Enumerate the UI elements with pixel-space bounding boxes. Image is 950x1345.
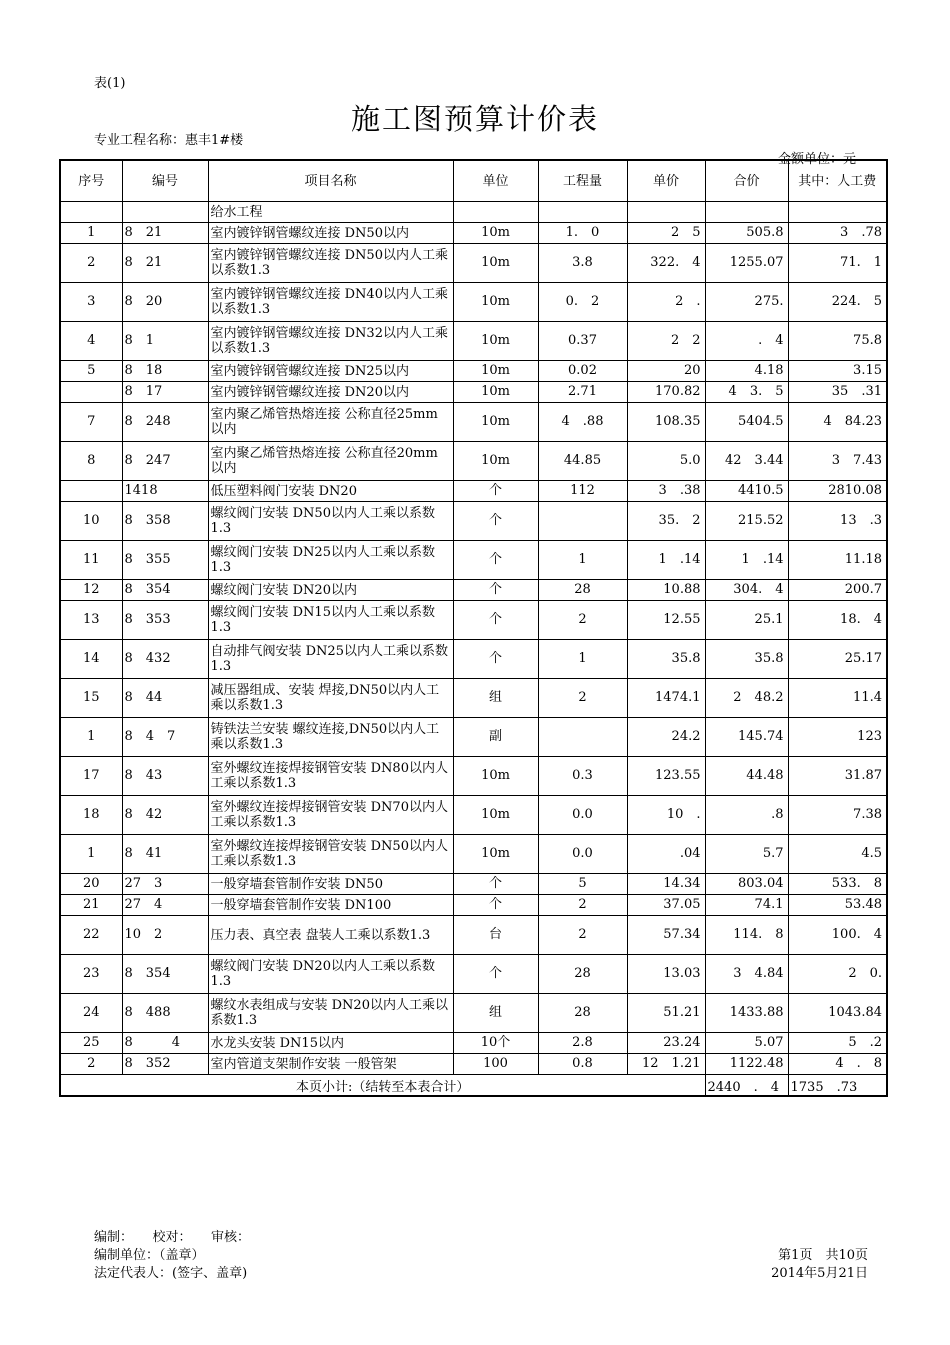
- row-name: 螺纹阀门安装 DN15以内人工乘以系数1.3: [208, 601, 453, 640]
- row-price: 170.82: [627, 382, 705, 403]
- row-total: 5404.5: [705, 403, 788, 442]
- col-header-labor: 其中：人工费: [788, 160, 887, 202]
- row-code: 8 18: [122, 361, 208, 382]
- row-total: 505.8: [705, 223, 788, 244]
- table-row: [60, 718, 887, 757]
- row-code: 8 1: [122, 322, 208, 361]
- row-no: 11: [60, 541, 122, 580]
- row-unit: 10m: [453, 244, 538, 283]
- row-no: 13: [60, 601, 122, 640]
- subtotal-total: 2440 . 4: [705, 1075, 788, 1097]
- row-price: 322. 4: [627, 244, 705, 283]
- row-total: 803.04: [705, 874, 788, 895]
- row-qty: [538, 718, 627, 757]
- row-price: 123.55: [627, 757, 705, 796]
- row-no: 1: [60, 223, 122, 244]
- row-unit: 个: [453, 895, 538, 916]
- row-unit: 个: [453, 874, 538, 895]
- row-name: 室内聚乙烯管热熔连接 公称直径25mm以内: [208, 403, 453, 442]
- row-no: 4: [60, 322, 122, 361]
- row-unit: 个: [453, 955, 538, 994]
- form-label: 表(1): [94, 76, 126, 91]
- col-header-unit: 单位: [453, 160, 538, 202]
- row-price: [627, 202, 705, 223]
- row-code: 8 43: [122, 757, 208, 796]
- table-row: [60, 796, 887, 835]
- row-code: [122, 202, 208, 223]
- row-no: 17: [60, 757, 122, 796]
- row-total: 2 48.2: [705, 679, 788, 718]
- row-no: 1: [60, 835, 122, 874]
- table-row: [60, 580, 887, 601]
- row-qty: 112: [538, 481, 627, 502]
- row-total: 1122.48: [705, 1054, 788, 1075]
- table-row: [60, 361, 887, 382]
- row-labor: 31.87: [788, 757, 887, 796]
- row-qty: 2: [538, 895, 627, 916]
- row-total: 25.1: [705, 601, 788, 640]
- row-total: 44.48: [705, 757, 788, 796]
- row-name: 给水工程: [208, 202, 453, 223]
- page-title: 施工图预算计价表: [350, 102, 599, 136]
- table-row: [60, 502, 887, 541]
- representative-line: 法定代表人：(签字、盖章): [94, 1266, 248, 1281]
- row-code: 8 354: [122, 580, 208, 601]
- row-code: 8 4 7: [122, 718, 208, 757]
- row-total: 1433.88: [705, 994, 788, 1033]
- row-name: 室外螺纹连接焊接钢管安装 DN80以内人工乘以系数1.3: [208, 757, 453, 796]
- row-total: 275.: [705, 283, 788, 322]
- row-labor: 71. 1: [788, 244, 887, 283]
- project-label: 专业工程名称：惠丰1#楼: [94, 133, 244, 148]
- row-name: 室内镀锌钢管螺纹连接 DN32以内人工乘以系数1.3: [208, 322, 453, 361]
- row-labor: 25.17: [788, 640, 887, 679]
- row-qty: 1: [538, 541, 627, 580]
- row-labor: 11.18: [788, 541, 887, 580]
- row-name: 螺纹阀门安装 DN25以内人工乘以系数1.3: [208, 541, 453, 580]
- row-code: 8 432: [122, 640, 208, 679]
- row-labor: 224. 5: [788, 283, 887, 322]
- table-row: [60, 382, 887, 403]
- row-name: 室内管道支架制作安装 一般管架: [208, 1054, 453, 1075]
- row-price: 35. 2: [627, 502, 705, 541]
- row-qty: 28: [538, 994, 627, 1033]
- sign-line: 编制： 校对： 审核：: [94, 1230, 251, 1245]
- row-unit: 个: [453, 481, 538, 502]
- row-unit: 10个: [453, 1033, 538, 1054]
- col-header-price: 单价: [627, 160, 705, 202]
- row-total: 114. 8: [705, 916, 788, 955]
- row-unit: 10m: [453, 283, 538, 322]
- table-body: [60, 202, 887, 1075]
- row-labor: 200.7: [788, 580, 887, 601]
- table-row: [60, 283, 887, 322]
- row-total: 4410.5: [705, 481, 788, 502]
- row-no: 3: [60, 283, 122, 322]
- row-qty: 2.8: [538, 1033, 627, 1054]
- row-labor: 18. 4: [788, 601, 887, 640]
- row-code: 8 355: [122, 541, 208, 580]
- row-unit: 台: [453, 916, 538, 955]
- row-qty: 5: [538, 874, 627, 895]
- row-no: [60, 382, 122, 403]
- row-qty: 0.37: [538, 322, 627, 361]
- table-row: [60, 442, 887, 481]
- row-qty: 0.8: [538, 1054, 627, 1075]
- row-no: 7: [60, 403, 122, 442]
- row-qty: 28: [538, 955, 627, 994]
- row-labor: 13 .3: [788, 502, 887, 541]
- row-total: 42 3.44: [705, 442, 788, 481]
- row-labor: 100. 4: [788, 916, 887, 955]
- row-unit: 组: [453, 679, 538, 718]
- col-header-total: 合价: [705, 160, 788, 202]
- currency-unit-label: 金额单位：元: [778, 152, 857, 167]
- row-name: 螺纹阀门安装 DN20以内: [208, 580, 453, 601]
- table-row: [60, 403, 887, 442]
- row-labor: 123: [788, 718, 887, 757]
- table-row: [60, 916, 887, 955]
- table-row: [60, 757, 887, 796]
- table-row: [60, 223, 887, 244]
- row-no: 15: [60, 679, 122, 718]
- row-unit: 个: [453, 580, 538, 601]
- row-name: 自动排气阀安装 DN25以内人工乘以系数1.3: [208, 640, 453, 679]
- row-qty: 44.85: [538, 442, 627, 481]
- row-qty: 1. 0: [538, 223, 627, 244]
- row-total: 4.18: [705, 361, 788, 382]
- table-row: [60, 601, 887, 640]
- row-name: 室外螺纹连接焊接钢管安装 DN50以内人工乘以系数1.3: [208, 835, 453, 874]
- row-price: 51.21: [627, 994, 705, 1033]
- row-qty: 2: [538, 601, 627, 640]
- row-name: 室内镀锌钢管螺纹连接 DN50以内人工乘以系数1.3: [208, 244, 453, 283]
- row-unit: 10m: [453, 382, 538, 403]
- row-no: 10: [60, 502, 122, 541]
- row-qty: 0. 2: [538, 283, 627, 322]
- row-price: 20: [627, 361, 705, 382]
- row-name: 减压器组成、安装 焊接,DN50以内人工乘以系数1.3: [208, 679, 453, 718]
- row-code: 8 41: [122, 835, 208, 874]
- row-no: 14: [60, 640, 122, 679]
- row-qty: 28: [538, 580, 627, 601]
- row-no: 8: [60, 442, 122, 481]
- row-unit: 10m: [453, 757, 538, 796]
- row-unit: 组: [453, 994, 538, 1033]
- row-price: 1 .14: [627, 541, 705, 580]
- row-code: 8 354: [122, 955, 208, 994]
- row-code: 27 3: [122, 874, 208, 895]
- row-price: 1474.1: [627, 679, 705, 718]
- row-no: 21: [60, 895, 122, 916]
- row-qty: 0.0: [538, 796, 627, 835]
- row-name: 低压塑料阀门安装 DN20: [208, 481, 453, 502]
- row-labor: 3.15: [788, 361, 887, 382]
- row-no: 2: [60, 1054, 122, 1075]
- row-price: 2 .: [627, 283, 705, 322]
- row-unit: 10m: [453, 835, 538, 874]
- row-unit: 10m: [453, 403, 538, 442]
- row-total: 4 3. 5: [705, 382, 788, 403]
- report-date: 2014年5月21日: [771, 1266, 868, 1281]
- row-unit: 10m: [453, 796, 538, 835]
- row-unit: 副: [453, 718, 538, 757]
- row-qty: [538, 202, 627, 223]
- row-labor: 2810.08: [788, 481, 887, 502]
- row-unit: 个: [453, 541, 538, 580]
- row-code: 10 2: [122, 916, 208, 955]
- row-no: 23: [60, 955, 122, 994]
- row-code: 8 21: [122, 223, 208, 244]
- row-unit: [453, 202, 538, 223]
- row-price: 2 5: [627, 223, 705, 244]
- row-labor: 7.38: [788, 796, 887, 835]
- row-no: 12: [60, 580, 122, 601]
- table-row: [60, 1054, 887, 1075]
- row-total: . 4: [705, 322, 788, 361]
- row-price: .04: [627, 835, 705, 874]
- table-row: [60, 481, 887, 502]
- row-price: 57.34: [627, 916, 705, 955]
- row-qty: 1: [538, 640, 627, 679]
- row-unit: 100: [453, 1054, 538, 1075]
- row-no: 22: [60, 916, 122, 955]
- row-name: 室内镀锌钢管螺纹连接 DN25以内: [208, 361, 453, 382]
- row-name: 一般穿墙套管制作安装 DN50: [208, 874, 453, 895]
- row-price: 10.88: [627, 580, 705, 601]
- table-row: [60, 640, 887, 679]
- row-name: 室外螺纹连接焊接钢管安装 DN70以内人工乘以系数1.3: [208, 796, 453, 835]
- row-total: 3 4.84: [705, 955, 788, 994]
- row-total: 74.1: [705, 895, 788, 916]
- row-code: 8 358: [122, 502, 208, 541]
- row-total: 5.7: [705, 835, 788, 874]
- row-price: 24.2: [627, 718, 705, 757]
- row-no: 24: [60, 994, 122, 1033]
- row-name: 螺纹水表组成与安装 DN20以内人工乘以系数1.3: [208, 994, 453, 1033]
- row-name: 铸铁法兰安装 螺纹连接,DN50以内人工乘以系数1.3: [208, 718, 453, 757]
- row-labor: 4 84.23: [788, 403, 887, 442]
- row-code: 8 20: [122, 283, 208, 322]
- row-code: 8 352: [122, 1054, 208, 1075]
- row-price: 10 .: [627, 796, 705, 835]
- table-row: [60, 244, 887, 283]
- subtotal-label: 本页小计:（结转至本表合计）: [60, 1075, 705, 1097]
- row-labor: 3 .78: [788, 223, 887, 244]
- row-qty: 0.02: [538, 361, 627, 382]
- row-price: 14.34: [627, 874, 705, 895]
- row-labor: 35 .31: [788, 382, 887, 403]
- row-qty: 0.0: [538, 835, 627, 874]
- row-code: 8 42: [122, 796, 208, 835]
- row-name: 水龙头安装 DN15以内: [208, 1033, 453, 1054]
- row-code: 8 4: [122, 1033, 208, 1054]
- row-qty: 2: [538, 679, 627, 718]
- row-code: 8 44: [122, 679, 208, 718]
- row-labor: [788, 202, 887, 223]
- table-row: [60, 835, 887, 874]
- row-name: 螺纹阀门安装 DN50以内人工乘以系数1.3: [208, 502, 453, 541]
- row-price: 12.55: [627, 601, 705, 640]
- row-qty: 0.3: [538, 757, 627, 796]
- row-name: 室内镀锌钢管螺纹连接 DN40以内人工乘以系数1.3: [208, 283, 453, 322]
- row-no: 20: [60, 874, 122, 895]
- row-code: 8 353: [122, 601, 208, 640]
- row-total: 1255.07: [705, 244, 788, 283]
- row-price: 12 1.21: [627, 1054, 705, 1075]
- page-info: 第1页 共10页: [778, 1248, 868, 1263]
- row-unit: 10m: [453, 442, 538, 481]
- row-price: 108.35: [627, 403, 705, 442]
- row-labor: 533. 8: [788, 874, 887, 895]
- row-price: 13.03: [627, 955, 705, 994]
- row-qty: 4 .88: [538, 403, 627, 442]
- row-no: [60, 481, 122, 502]
- row-price: 5.0: [627, 442, 705, 481]
- row-labor: 4.5: [788, 835, 887, 874]
- row-price: 3 .38: [627, 481, 705, 502]
- row-code: 8 248: [122, 403, 208, 442]
- row-unit: 个: [453, 502, 538, 541]
- table-row: [60, 955, 887, 994]
- row-total: 215.52: [705, 502, 788, 541]
- row-name: 室内镀锌钢管螺纹连接 DN20以内: [208, 382, 453, 403]
- row-total: 1 .14: [705, 541, 788, 580]
- col-header-name: 项目名称: [208, 160, 453, 202]
- row-code: 8 21: [122, 244, 208, 283]
- table-row: [60, 1033, 887, 1054]
- row-labor: 1043.84: [788, 994, 887, 1033]
- row-name: 一般穿墙套管制作安装 DN100: [208, 895, 453, 916]
- org-line: 编制单位：（盖章）: [94, 1248, 205, 1263]
- col-header-code: 编号: [122, 160, 208, 202]
- table-row: [60, 202, 887, 223]
- row-qty: 2.71: [538, 382, 627, 403]
- row-code: 8 247: [122, 442, 208, 481]
- row-price: 35.8: [627, 640, 705, 679]
- row-no: 2: [60, 244, 122, 283]
- row-no: 18: [60, 796, 122, 835]
- row-price: 2 2: [627, 322, 705, 361]
- table-row: [60, 679, 887, 718]
- subtotal-row: [60, 1075, 887, 1097]
- row-total: 5.07: [705, 1033, 788, 1054]
- row-qty: 3.8: [538, 244, 627, 283]
- row-unit: 10m: [453, 361, 538, 382]
- row-qty: [538, 502, 627, 541]
- row-no: [60, 202, 122, 223]
- row-total: 304. 4: [705, 580, 788, 601]
- row-name: 压力表、真空表 盘装人工乘以系数1.3: [208, 916, 453, 955]
- row-price: 37.05: [627, 895, 705, 916]
- col-header-no: 序号: [60, 160, 122, 202]
- row-no: 1: [60, 718, 122, 757]
- row-name: 室内聚乙烯管热熔连接 公称直径20mm以内: [208, 442, 453, 481]
- row-qty: 2: [538, 916, 627, 955]
- budget-table: [59, 159, 888, 1097]
- row-labor: 2 0.: [788, 955, 887, 994]
- row-labor: 11.4: [788, 679, 887, 718]
- table-row: [60, 874, 887, 895]
- table-row: [60, 322, 887, 361]
- col-header-qty: 工程量: [538, 160, 627, 202]
- row-code: 1418: [122, 481, 208, 502]
- row-labor: 75.8: [788, 322, 887, 361]
- row-code: 8 488: [122, 994, 208, 1033]
- row-unit: 10m: [453, 223, 538, 244]
- row-name: 螺纹阀门安装 DN20以内人工乘以系数1.3: [208, 955, 453, 994]
- row-no: 25: [60, 1033, 122, 1054]
- table-row: [60, 541, 887, 580]
- row-price: 23.24: [627, 1033, 705, 1054]
- row-labor: 53.48: [788, 895, 887, 916]
- table-row: [60, 895, 887, 916]
- row-total: 35.8: [705, 640, 788, 679]
- row-code: 8 17: [122, 382, 208, 403]
- row-name: 室内镀锌钢管螺纹连接 DN50以内: [208, 223, 453, 244]
- row-labor: 4 . 8: [788, 1054, 887, 1075]
- row-total: [705, 202, 788, 223]
- row-unit: 个: [453, 601, 538, 640]
- row-total: 145.74: [705, 718, 788, 757]
- row-unit: 10m: [453, 322, 538, 361]
- table-header-row: [60, 160, 887, 202]
- table-row: [60, 994, 887, 1033]
- row-no: 5: [60, 361, 122, 382]
- row-labor: 5 .2: [788, 1033, 887, 1054]
- subtotal-labor: 1735 .73: [788, 1075, 887, 1097]
- row-unit: 个: [453, 640, 538, 679]
- row-labor: 3 7.43: [788, 442, 887, 481]
- row-code: 27 4: [122, 895, 208, 916]
- row-total: .8: [705, 796, 788, 835]
